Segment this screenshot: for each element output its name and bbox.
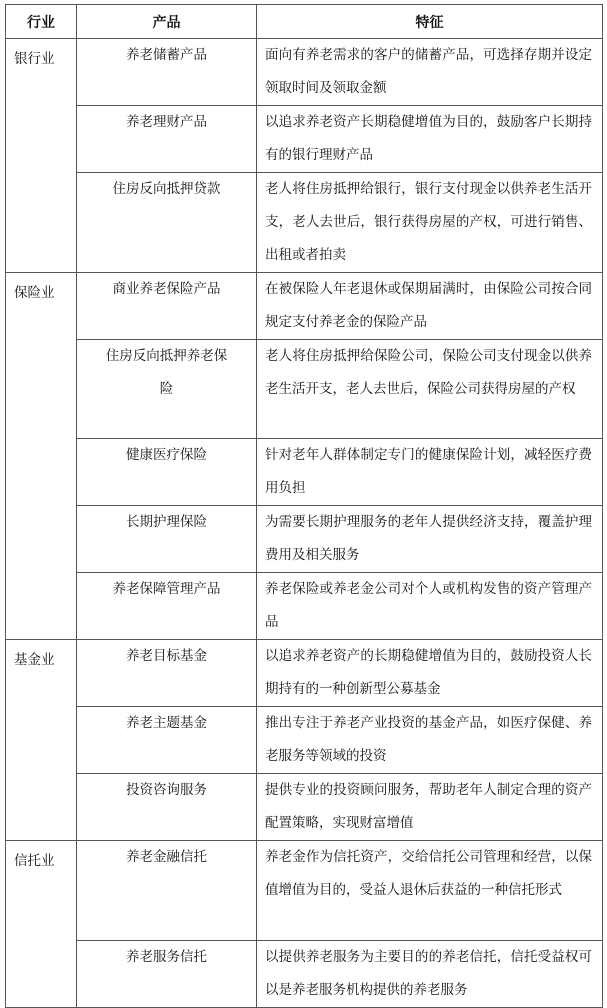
table-row bbox=[6, 707, 603, 774]
table-row bbox=[6, 941, 603, 1008]
industry-cell: 基金业 bbox=[6, 640, 77, 841]
industry-cell: 信托业 bbox=[6, 841, 77, 1008]
product-cell: 养老理财产品 bbox=[77, 106, 257, 173]
table-row bbox=[6, 640, 603, 707]
feature-cell: 以提供养老服务为主要目的的养老信托，信托受益权可以是养老服务机构提供的养老服务 bbox=[257, 941, 603, 1008]
table-row bbox=[6, 39, 603, 106]
table-row bbox=[6, 340, 603, 439]
product-cell: 养老储蓄产品 bbox=[77, 39, 257, 106]
feature-cell: 老人将住房抵押给保险公司，保险公司支付现金以供养老生活开支，老人去世后，保险公司获得房屋的产权 bbox=[257, 340, 603, 439]
feature-cell: 以追求养老资产长期稳健增值为目的，鼓励客户长期持有的银行理财产品 bbox=[257, 106, 603, 173]
pension-finance-table bbox=[5, 4, 603, 1008]
header-product: 产品 bbox=[77, 5, 257, 39]
product-cell: 养老主题基金 bbox=[77, 707, 257, 774]
feature-cell: 推出专注于养老产业投资的基金产品，如医疗保健、养老服务等领域的投资 bbox=[257, 707, 603, 774]
table-row bbox=[6, 506, 603, 573]
feature-cell: 老人将住房抵押给银行，银行支付现金以供养老生活开支，老人去世后，银行获得房屋的产权，可进行销售、出租或者拍卖 bbox=[257, 173, 603, 273]
feature-cell: 提供专业的投资顾问服务，帮助老年人制定合理的资产配置策略，实现财富增值 bbox=[257, 774, 603, 841]
feature-cell: 面向有养老需求的客户的储蓄产品，可选择存期并设定领取时间及领取金额 bbox=[257, 39, 603, 106]
feature-cell: 养老保险或养老金公司对个人或机构发售的资产管理产品 bbox=[257, 573, 603, 640]
product-cell: 养老保障管理产品 bbox=[77, 573, 257, 640]
product-cell: 住房反向抵押贷款 bbox=[77, 173, 257, 273]
product-cell: 养老目标基金 bbox=[77, 640, 257, 707]
table-row bbox=[6, 439, 603, 506]
table-row bbox=[6, 841, 603, 941]
table-row bbox=[6, 173, 603, 273]
product-cell: 商业养老保险产品 bbox=[77, 273, 257, 340]
table-row bbox=[6, 774, 603, 841]
header-industry: 行业 bbox=[6, 5, 77, 39]
product-cell: 长期护理保险 bbox=[77, 506, 257, 573]
header-feature: 特征 bbox=[257, 5, 603, 39]
product-cell: 养老服务信托 bbox=[77, 941, 257, 1008]
product-cell: 投资咨询服务 bbox=[77, 774, 257, 841]
feature-cell: 在被保险人年老退休或保期届满时，由保险公司按合同规定支付养老金的保险产品 bbox=[257, 273, 603, 340]
industry-cell: 保险业 bbox=[6, 273, 77, 640]
product-cell: 住房反向抵押养老保险 bbox=[77, 340, 257, 439]
feature-cell: 针对老年人群体制定专门的健康保险计划，减轻医疗费用负担 bbox=[257, 439, 603, 506]
header-row bbox=[6, 5, 603, 39]
feature-cell: 养老金作为信托资产，交给信托公司管理和经营，以保值增值为目的，受益人退休后获益的一种信托形式 bbox=[257, 841, 603, 941]
table-row bbox=[6, 573, 603, 640]
table-row bbox=[6, 106, 603, 173]
feature-cell: 为需要长期护理服务的老年人提供经济支持，覆盖护理费用及相关服务 bbox=[257, 506, 603, 573]
table-row bbox=[6, 273, 603, 340]
feature-cell: 以追求养老资产的长期稳健增值为目的，鼓励投资人长期持有的一种创新型公募基金 bbox=[257, 640, 603, 707]
industry-cell: 银行业 bbox=[6, 39, 77, 273]
product-cell: 养老金融信托 bbox=[77, 841, 257, 941]
product-cell: 健康医疗保险 bbox=[77, 439, 257, 506]
